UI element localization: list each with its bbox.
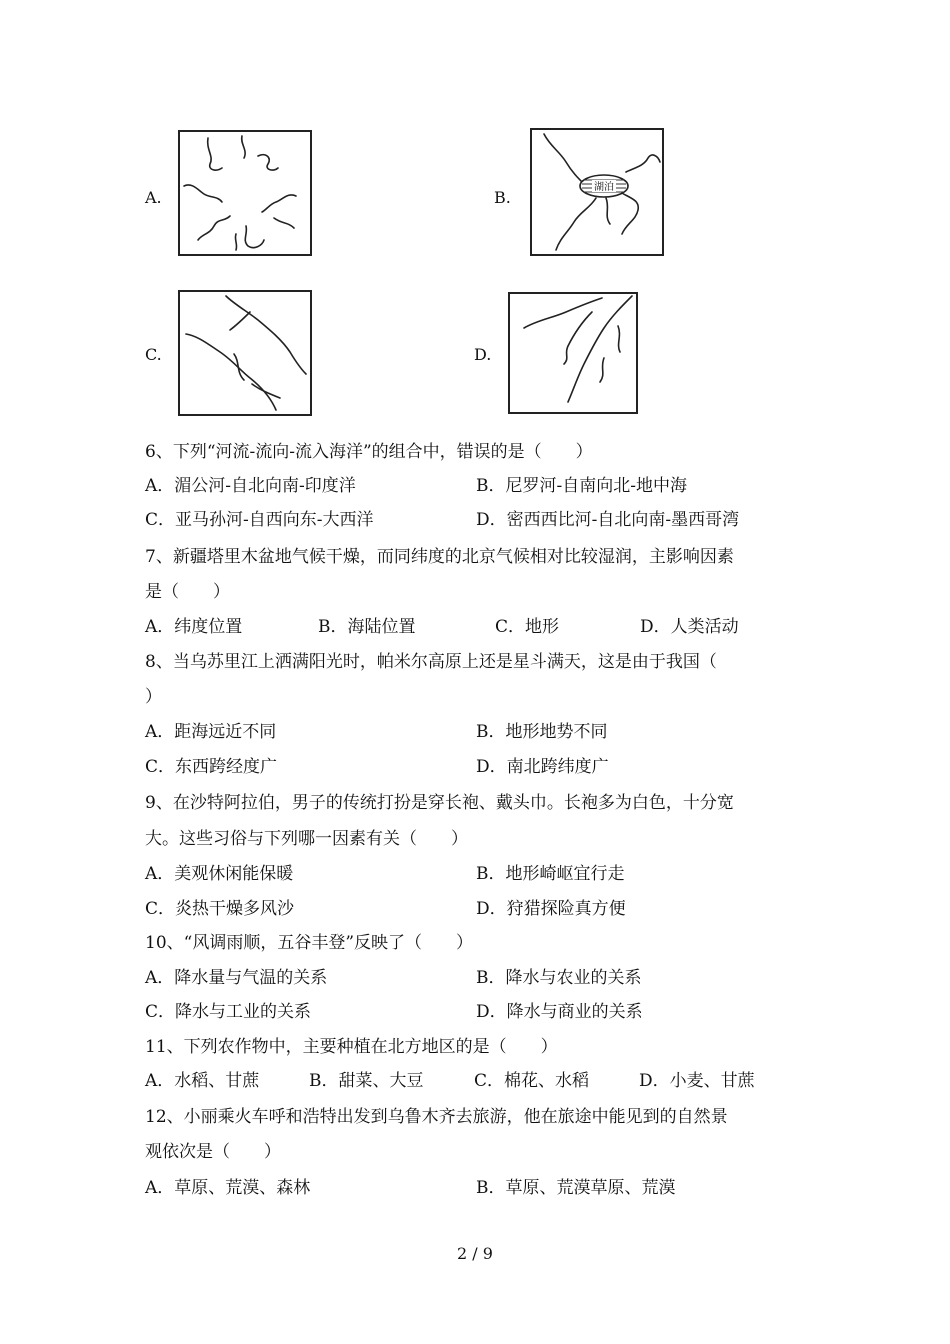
question-12-stem-line-1: 12、小丽乘火车呼和浩特出发到乌鲁木齐去旅游，他在旅途中能见到的自然景 bbox=[145, 1107, 728, 1127]
question-8-stem-line-2: ） bbox=[145, 687, 162, 707]
question-7-option-d: D．人类活动 bbox=[640, 617, 739, 637]
question-7-option-c: C．地形 bbox=[495, 617, 560, 637]
question-7-stem-line-1: 7、新疆塔里木盆地气候干燥，而同纬度的北京气候相对比较湿润，主影响因素 bbox=[145, 547, 734, 567]
question-6-option-b: B．尼罗河-自南向北-地中海 bbox=[476, 476, 687, 496]
question-11-option-d: D．小麦、甘蔗 bbox=[639, 1071, 755, 1091]
question-8-option-d: D．南北跨纬度广 bbox=[476, 757, 609, 777]
question-10-option-d: D．降水与商业的关系 bbox=[476, 1002, 643, 1022]
question-10-option-c: C．降水与工业的关系 bbox=[145, 1002, 312, 1022]
map-a-label: A. bbox=[145, 188, 162, 207]
question-11-stem: 11、下列农作物中，主要种植在北方地区的是（ ） bbox=[145, 1037, 558, 1057]
question-8-option-c: C．东西跨经度广 bbox=[145, 757, 278, 777]
lake-label: 湖泊 bbox=[594, 182, 614, 193]
question-12-stem-line-2: 观依次是（ ） bbox=[145, 1142, 281, 1162]
question-8-option-a: A．距海远近不同 bbox=[145, 722, 277, 742]
question-10-option-b: B．降水与农业的关系 bbox=[476, 968, 642, 988]
question-11-option-c: C．棉花、水稻 bbox=[474, 1071, 590, 1091]
page-number: 2 / 9 bbox=[457, 1244, 493, 1263]
question-7-option-a: A．纬度位置 bbox=[145, 617, 243, 637]
map-d-label: D. bbox=[474, 345, 492, 364]
map-c-label: C. bbox=[145, 345, 162, 364]
question-6-option-c: C．亚马孙河-自西向东-大西洋 bbox=[145, 510, 374, 530]
question-11-option-a: A．水稻、甘蔗 bbox=[145, 1071, 260, 1091]
question-7-stem-line-2: 是（ ） bbox=[145, 582, 230, 602]
question-6-stem: 6、下列“河流-流向-流入海洋”的组合中，错误的是（ ） bbox=[145, 442, 593, 462]
question-12-option-a: A．草原、荒漠、森林 bbox=[145, 1178, 311, 1198]
question-9-option-d: D．狩猎探险真方便 bbox=[476, 899, 626, 919]
question-9-option-b: B．地形崎岖宜行走 bbox=[476, 864, 625, 884]
question-9-option-a: A．美观休闲能保暖 bbox=[145, 864, 294, 884]
question-10-stem: 10、“风调雨顺，五谷丰登”反映了（ ） bbox=[145, 933, 474, 953]
question-7-option-b: B．海陆位置 bbox=[318, 617, 416, 637]
question-9-option-c: C．炎热干燥多风沙 bbox=[145, 899, 295, 919]
lake-shape bbox=[580, 175, 628, 197]
river-map-b bbox=[530, 128, 664, 256]
river-map-c bbox=[178, 290, 312, 416]
question-11-option-b: B．甜菜、大豆 bbox=[309, 1071, 424, 1091]
river-map-a bbox=[178, 130, 312, 256]
question-8-option-b: B．地形地势不同 bbox=[476, 722, 608, 742]
question-10-option-a: A．降水量与气温的关系 bbox=[145, 968, 328, 988]
question-9-stem-line-2: 大。这些习俗与下列哪一因素有关（ ） bbox=[145, 829, 468, 849]
river-map-d bbox=[508, 292, 638, 414]
question-12-option-b: B．草原、荒漠草原、荒漠 bbox=[476, 1178, 676, 1198]
map-b-label: B. bbox=[494, 188, 511, 207]
question-9-stem-line-1: 9、在沙特阿拉伯，男子的传统打扮是穿长袍、戴头巾。长袍多为白色，十分宽 bbox=[145, 793, 734, 813]
question-8-stem-line-1: 8、当乌苏里江上洒满阳光时，帕米尔高原上还是星斗满天，这是由于我国（ bbox=[145, 652, 717, 672]
question-6-option-d: D．密西西比河-自北向南-墨西哥湾 bbox=[476, 510, 740, 530]
question-6-option-a: A．湄公河-自北向南-印度洋 bbox=[145, 476, 356, 496]
